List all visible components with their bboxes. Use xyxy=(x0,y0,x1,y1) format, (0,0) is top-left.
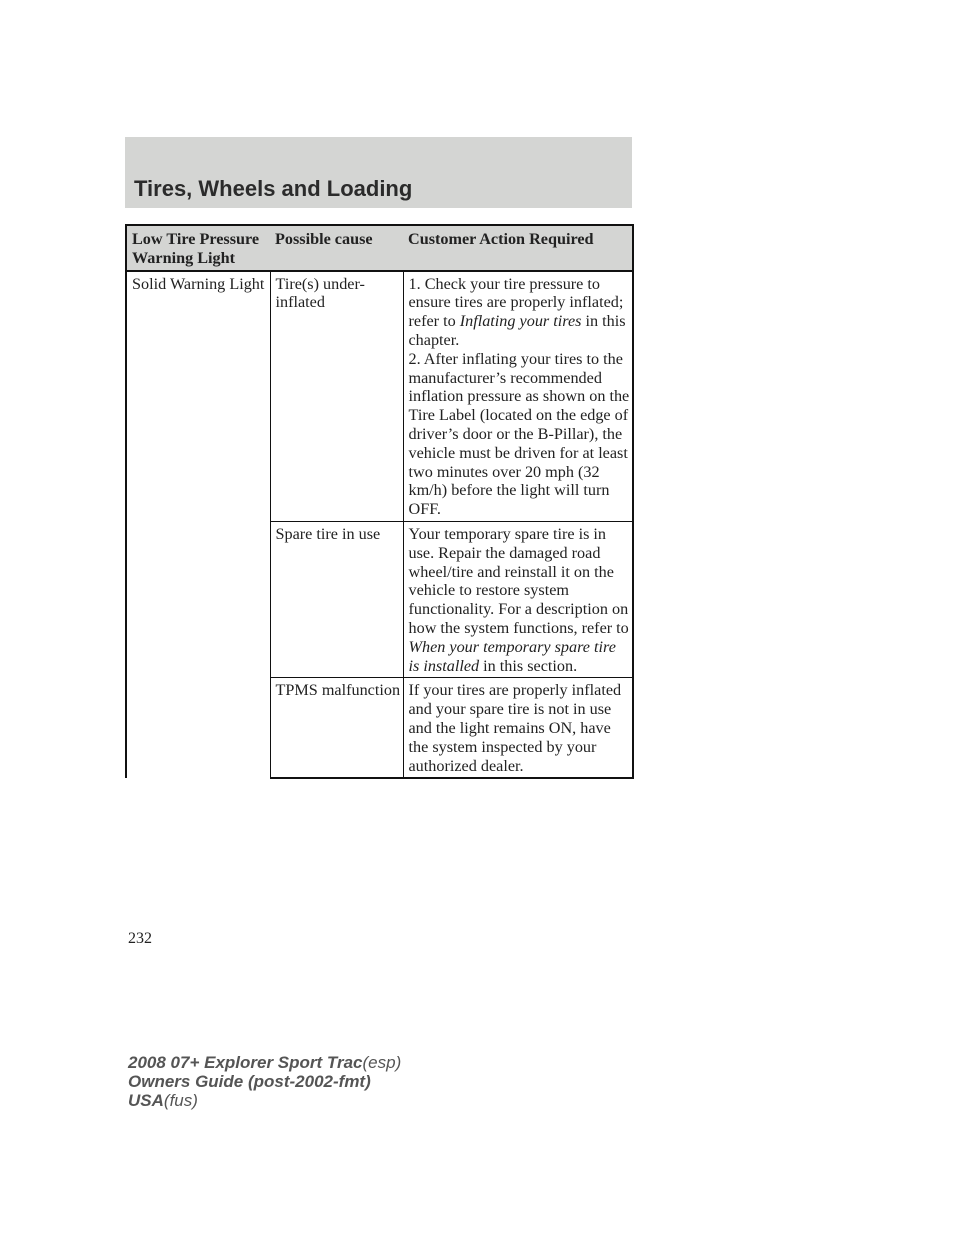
page-number: 232 xyxy=(128,930,152,947)
section-title: Tires, Wheels and Loading xyxy=(134,176,413,201)
cause-cell: TPMS malfunction xyxy=(270,678,403,778)
header-possible-cause: Possible cause xyxy=(270,225,403,271)
warning-light-cell: Solid Warning Light xyxy=(126,271,270,779)
cross-reference: When your temporary spare tire is installed xyxy=(408,637,616,675)
table-row xyxy=(126,271,633,522)
section-header-band xyxy=(125,137,632,208)
header-warning-light: Low Tire Pressure Warning Light xyxy=(126,225,270,271)
tpms-table xyxy=(125,224,634,779)
footer-guide: Owners Guide (post-2002-fmt) xyxy=(128,1072,371,1091)
cross-reference: Inflating your tires xyxy=(459,312,582,331)
tpms-table-container xyxy=(125,224,632,779)
action-cell xyxy=(403,521,633,677)
action-cell xyxy=(403,271,633,522)
cause-cell: Spare tire in use xyxy=(270,521,403,677)
document-footer xyxy=(128,1053,401,1110)
table-header-row xyxy=(126,225,633,271)
footer-model: 2008 07+ Explorer Sport Trac xyxy=(128,1053,363,1072)
action-step-1: 1. Check your tire pressure to ensure tires are properly inflated; refer to Inflating your tires in this chapter. xyxy=(408,274,626,349)
footer-model-code: (esp) xyxy=(362,1053,402,1072)
action-text: Your temporary spare tire is in use. Repair the damaged road wheel/tire and reinstall it on the vehicle to restore system functionality. For a description on how the system functions, refer to When your temporary spare tire is installed in this section. xyxy=(408,524,629,675)
footer-market-code: (fus) xyxy=(163,1091,198,1110)
cause-cell: Tire(s) under-inflated xyxy=(270,271,403,522)
header-customer-action: Customer Action Required xyxy=(403,225,633,271)
footer-market: USA xyxy=(128,1091,164,1110)
action-step-2: 2. After inflating your tires to the manufacturer’s recommended inflation pressure as shown on the Tire Label (located on the edge of driver’s door or the B-Pillar), the vehicle must be driven for at least two minutes over 20 mph (32 km/h) before the light will turn OFF. xyxy=(408,349,630,519)
action-cell: If your tires are properly inflated and your spare tire is not in use and the light remains ON, have the system inspected by your authorized dealer. xyxy=(403,678,633,778)
